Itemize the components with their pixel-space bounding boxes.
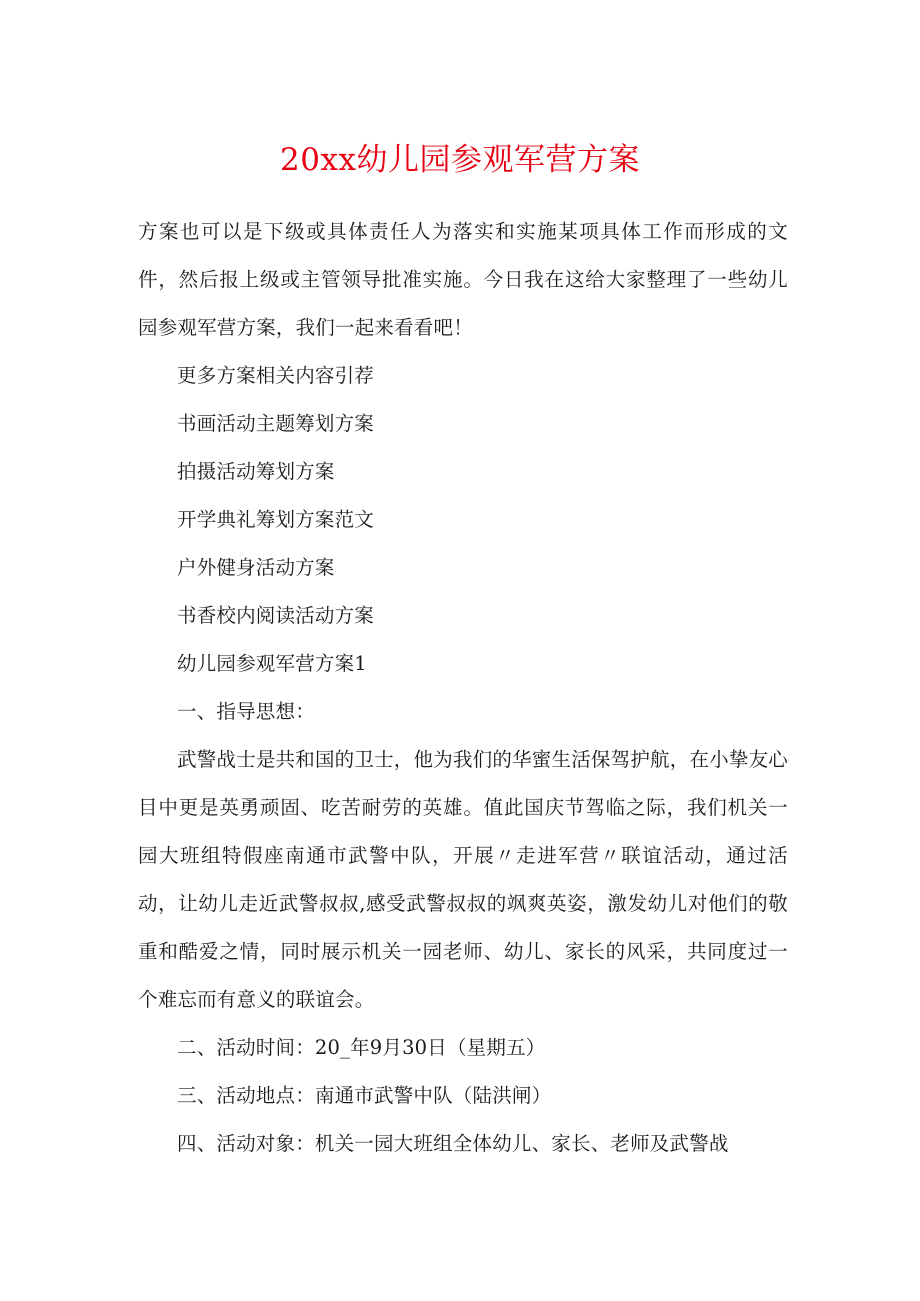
recommend-heading: 更多方案相关内容引荐 xyxy=(177,364,375,387)
recommend-link[interactable]: 开学典礼筹划方案范文 xyxy=(177,508,375,531)
intro-paragraph: 方案也可以是下级或具体责任人为落实和实施某项具体工作而形成的文件，然后报上级或主管领导批准实施。今日我在这给大家整理了一些幼儿园参观军营方案，我们一起来看看吧！ xyxy=(138,220,788,339)
recommend-link[interactable]: 户外健身活动方案 xyxy=(177,556,335,579)
section-title: 幼儿园参观军营方案1 xyxy=(177,652,367,675)
activity-target: 四、活动对象：机关一园大班组全体幼儿、家长、老师及武警战 xyxy=(177,1132,729,1155)
document-body xyxy=(138,208,788,1168)
activity-time: 二、活动时间：20_年9月30日（星期五） xyxy=(177,1036,546,1059)
guiding-paragraph: 武警战士是共和国的卫士，他为我们的华蜜生活保驾护航，在小挚友心目中更是英勇顽固、吃苦耐劳的英雄。值此国庆节驾临之际，我们机关一园大班组特假座南通市武警中队，开展〃走进军营〃联谊活动，通过活动，让幼儿走近武警叔叔,感受武警叔叔的飒爽英姿，激发幼儿对他们的敬重和酷爱之情，同时展示机关一园老师、幼儿、家长的风采，共同度过一个难忘而有意义的联谊会。 xyxy=(138,748,788,1011)
document-title: 20xx幼儿园参观军营方案 xyxy=(280,142,640,178)
recommend-link[interactable]: 书香校内阅读活动方案 xyxy=(177,604,375,627)
recommend-link[interactable]: 书画活动主题筹划方案 xyxy=(177,412,375,435)
guiding-heading: 一、指导思想： xyxy=(177,700,315,723)
activity-place: 三、活动地点：南通市武警中队（陆洪闸） xyxy=(177,1084,552,1107)
recommend-link[interactable]: 拍摄活动筹划方案 xyxy=(177,460,335,483)
